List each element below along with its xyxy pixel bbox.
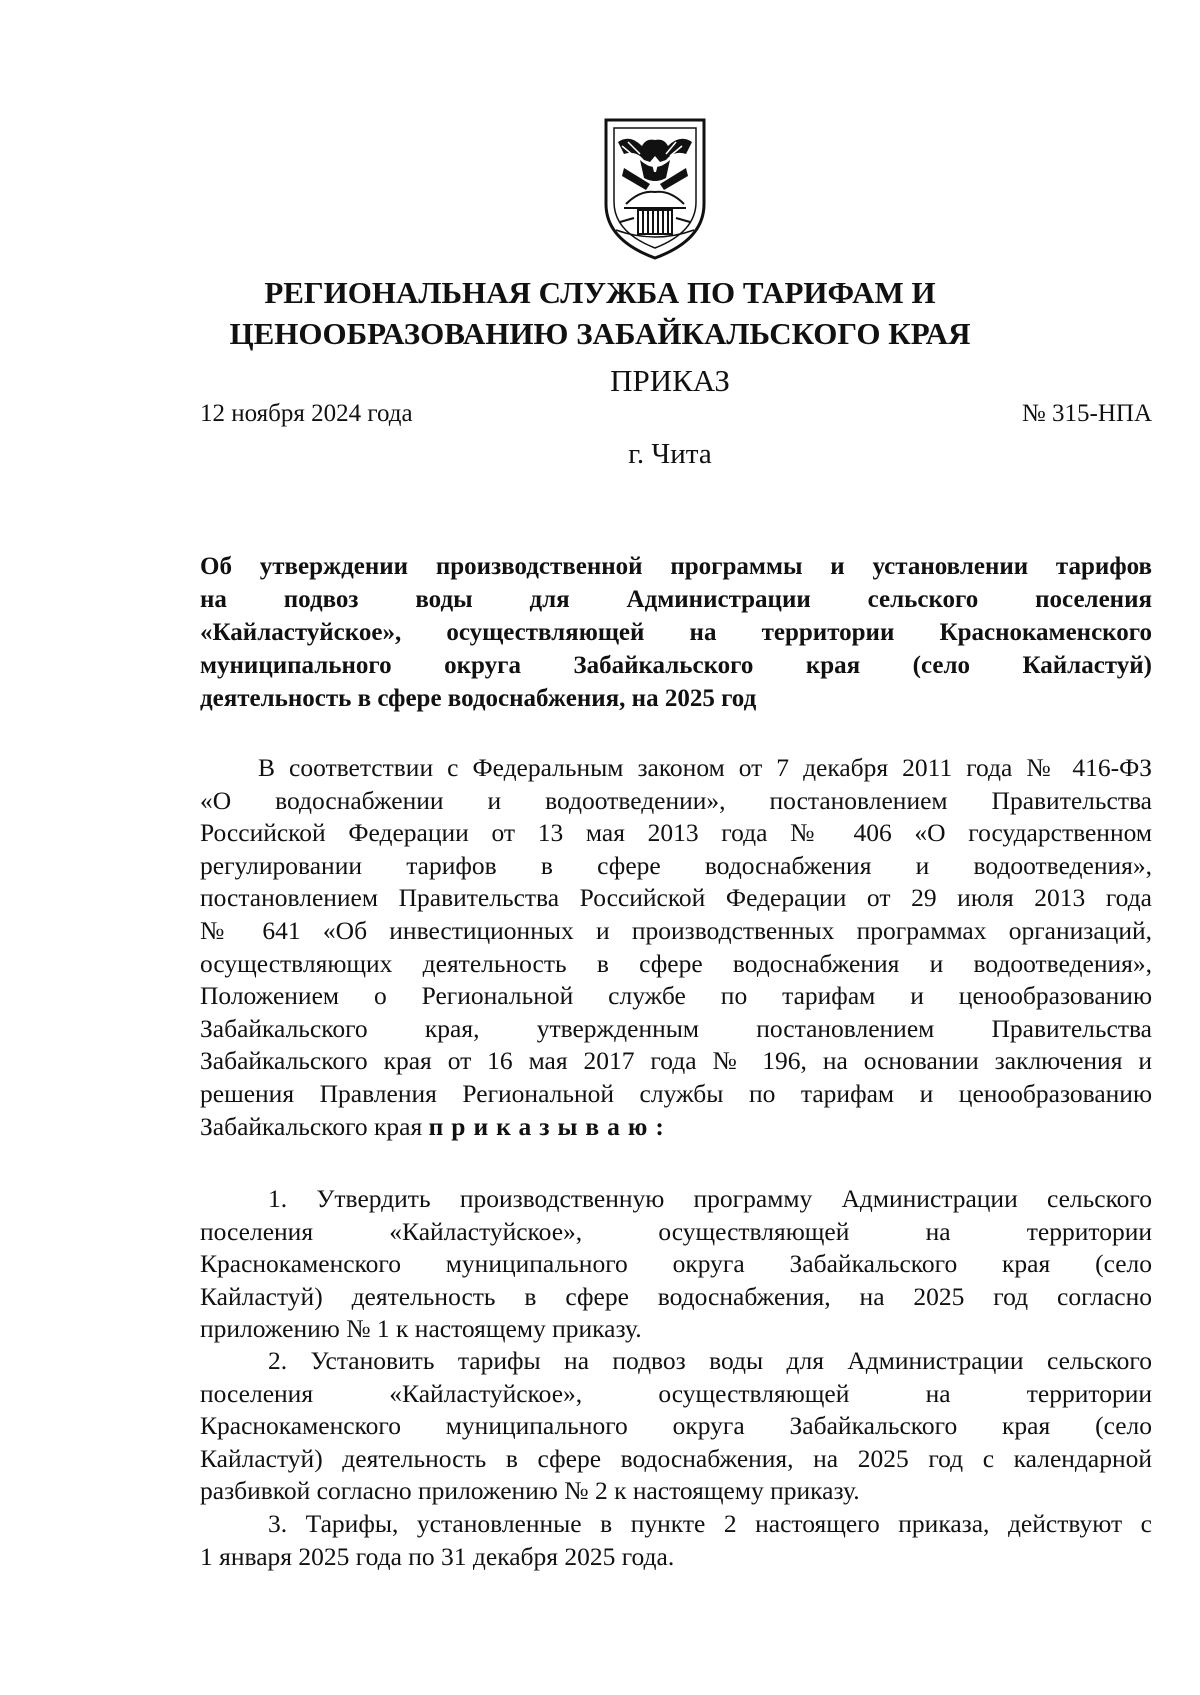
item-line: 1 января 2025 года по 31 декабря 2025 года. — [200, 1541, 675, 1571]
document-date: 12 ноября 2024 года — [200, 400, 413, 427]
subject-line: муниципального округа Забайкальского края (село Кайластуй) — [200, 652, 1152, 679]
preamble-line: В соответствии с Федеральным законом от 7 декабря 2011 года № 416-ФЗ — [258, 753, 1152, 782]
preamble-line: решения Правления Региональной службы по тарифам и ценообразованию — [200, 1078, 1152, 1108]
organization-name-line-2: ЦЕНООБРАЗОВАНИЮ ЗАБАЙКАЛЬСКОГО КРАЯ — [229, 316, 971, 351]
subject-line: на подвоз воды для Администрации сельского поселения — [200, 586, 1152, 613]
order-item-3 — [200, 1508, 1152, 1573]
preamble-last-line — [200, 1111, 1152, 1144]
item-line: разбивкой согласно приложению № 2 к настоящему приказу. — [200, 1476, 860, 1506]
item-line: 2. Установить тарифы на подвоз воды для Администрации сельского — [268, 1346, 1152, 1375]
document-type: ПРИКАЗ — [610, 363, 730, 398]
subject-line: «Кайластуйское», осуществляющей на территории Краснокаменского — [200, 619, 1152, 646]
preamble-line: № 641 «Об инвестиционных и производственных программах организаций, — [200, 915, 1152, 945]
item-line: Краснокаменского муниципального округа Забайкальского края (село — [200, 1249, 1152, 1279]
item-line: 1. Утвердить производственную программу Администрации сельского — [268, 1184, 1152, 1213]
item-line: приложению № 1 к настоящему приказу. — [200, 1314, 642, 1344]
coat-of-arms-icon — [600, 112, 710, 262]
preamble-line-text: Забайкальского края — [200, 1111, 423, 1141]
document-number: № 315-НПА — [1021, 400, 1152, 427]
document-city: г. Чита — [628, 438, 712, 470]
preamble-line: «О водоснабжении и водоотведении», постановлением Правительства — [200, 785, 1152, 815]
order-word: приказываю: — [428, 1111, 672, 1141]
preamble-line: Забайкальского края, утвержденным постановлением Правительства — [200, 1013, 1152, 1043]
preamble-line: постановлением Правительства Российской Федерации от 29 июля 2013 года — [200, 883, 1152, 913]
subject-line: деятельность в сфере водоснабжения, на 2025 год — [200, 685, 757, 712]
organization-name — [200, 272, 1000, 354]
item-line: Краснокаменского муниципального округа Забайкальского края (село — [200, 1411, 1152, 1441]
item-line: поселения «Кайластуйское», осуществляющей на территории — [200, 1216, 1152, 1246]
preamble-line: Забайкальского края от 16 мая 2017 года № 196, на основании заключения и — [200, 1046, 1152, 1076]
item-line: Кайластуй) деятельность в сфере водоснабжения, на 2025 год с календарной — [200, 1443, 1152, 1473]
item-line: Кайластуй) деятельность в сфере водоснабжения, на 2025 год согласно — [200, 1281, 1152, 1311]
document-subject — [200, 550, 1152, 715]
organization-name-line-1: РЕГИОНАЛЬНАЯ СЛУЖБА ПО ТАРИФАМ И — [264, 275, 936, 310]
preamble-line: регулировании тарифов в сфере водоснабжения и водоотведения», — [200, 850, 1152, 880]
subject-line: Об утверждении производственной программы и установлении тарифов — [200, 553, 1152, 580]
order-item-1 — [200, 1183, 1152, 1346]
preamble-line: Положением о Региональной службе по тарифам и ценообразованию — [200, 981, 1152, 1011]
item-line: 3. Тарифы, установленные в пункте 2 настоящего приказа, действуют с — [268, 1509, 1152, 1538]
preamble-line: осуществляющих деятельность в сфере водоснабжения и водоотведения», — [200, 948, 1152, 978]
preamble-line: Российской Федерации от 13 мая 2013 года № 406 «О государственном — [200, 818, 1152, 848]
order-item-2 — [200, 1345, 1152, 1508]
item-line: поселения «Кайластуйское», осуществляющей на территории — [200, 1378, 1152, 1408]
preamble-paragraph — [200, 752, 1152, 1143]
